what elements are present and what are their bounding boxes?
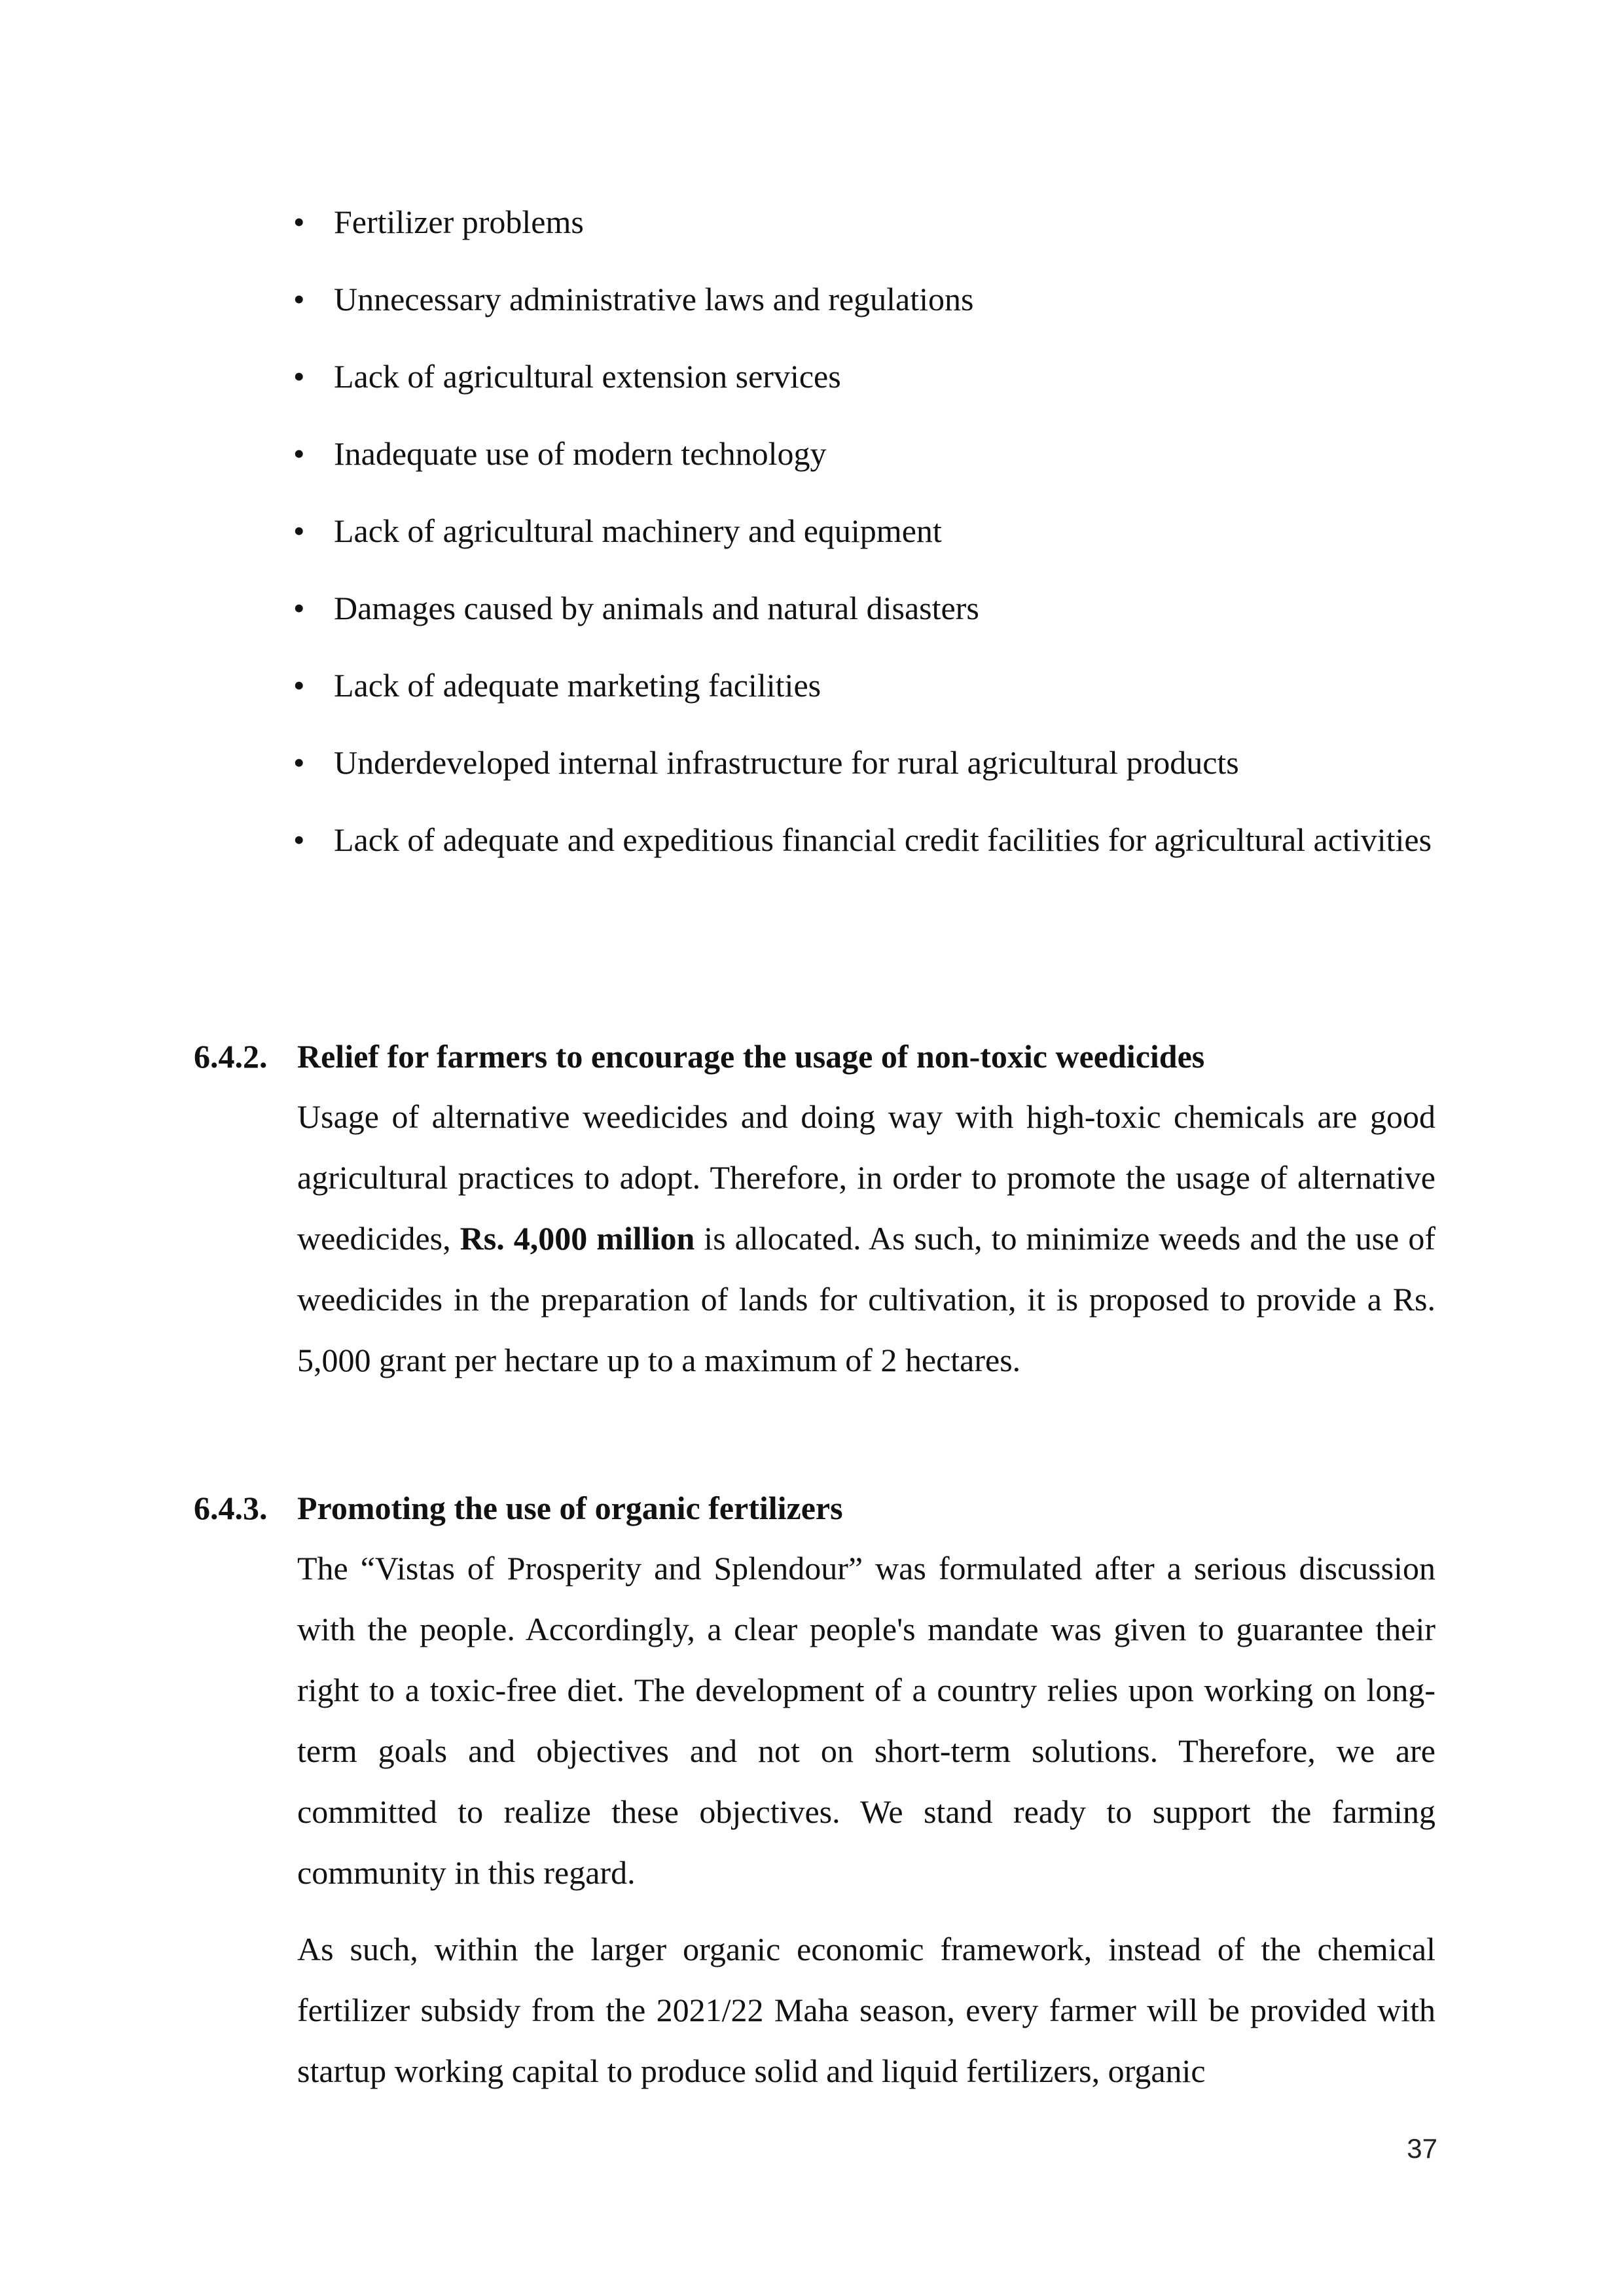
- bullet-icon: •: [293, 204, 305, 240]
- paragraph-text: Usage of alternative weedicides and doing way with high-toxic chemicals are good agricultural practices to adopt. Therefore, in order to promote the usage of alternative weedicides,: [297, 1098, 1435, 1257]
- section-title: Promoting the use of organic fertilizers: [297, 1490, 843, 1526]
- bullet-icon: •: [293, 590, 305, 626]
- section-paragraph: [297, 1086, 1435, 1391]
- bullet-icon: •: [293, 281, 305, 317]
- list-item: [293, 191, 1435, 268]
- section-6-4-2: [194, 1026, 1435, 1391]
- allocation-amount: Rs. 4,000 million: [460, 1220, 695, 1257]
- list-item: [293, 577, 1435, 655]
- section-number: 6.4.3.: [194, 1490, 268, 1526]
- list-item-text: Underdeveloped internal infrastructure for rural agricultural products: [334, 744, 1239, 781]
- list-item: [293, 655, 1435, 732]
- list-item-text: Lack of adequate and expeditious financial credit facilities for agricultural activities: [334, 821, 1432, 858]
- section-heading: [194, 1026, 1435, 1086]
- bullet-icon: •: [293, 821, 305, 858]
- bullet-icon: •: [293, 667, 305, 704]
- section-paragraph: The “Vistas of Prosperity and Splendour” was formulated after a serious discussion with the people. Accordingly, a clear people's mandate was given to guarantee their right to a toxic-free diet. The development of a country relies upon working on long-term goals and objectives and not on short-term solutions. Therefore, we are committed to realize these objectives. We stand ready to support the farming community in this regard.: [297, 1550, 1435, 1891]
- list-item-text: Damages caused by animals and natural disasters: [334, 590, 979, 626]
- list-item: [293, 346, 1435, 423]
- bullet-icon: •: [293, 512, 305, 549]
- section-number: 6.4.2.: [194, 1038, 268, 1075]
- list-item: [293, 732, 1435, 809]
- list-item: [293, 268, 1435, 346]
- list-item-text: Lack of adequate marketing facilities: [334, 667, 821, 704]
- bullet-icon: •: [293, 358, 305, 395]
- section-paragraph: As such, within the larger organic economic framework, instead of the chemical fertilizer subsidy from the 2021/22 Maha season, every farmer will be provided with startup working capital to produce solid and liquid fertilizers, organic: [297, 1931, 1435, 2089]
- list-item: [293, 500, 1435, 577]
- section-6-4-3: [194, 1478, 1435, 2102]
- page-number: 37: [1407, 2133, 1437, 2164]
- list-item-text: Lack of agricultural extension services: [334, 358, 841, 395]
- section-heading: [194, 1478, 1435, 1538]
- list-item: [293, 423, 1435, 500]
- section-title: Relief for farmers to encourage the usage of non-toxic weedicides: [297, 1038, 1205, 1075]
- list-item-text: Unnecessary administrative laws and regulations: [334, 281, 974, 317]
- list-item-text: Inadequate use of modern technology: [334, 435, 827, 472]
- list-item: [293, 809, 1435, 870]
- bullet-list: [293, 191, 1435, 870]
- list-item-text: Fertilizer problems: [334, 204, 584, 240]
- bullet-icon: •: [293, 435, 305, 472]
- paragraph-text: is allocated. As such, to minimize weeds and the use of weedicides in the preparation of lands for cultivation, it is proposed to provide a Rs. 5,000 grant per hectare up to a maximum of 2 hectares.: [297, 1220, 1436, 1378]
- bullet-icon: •: [293, 744, 305, 781]
- list-item-text: Lack of agricultural machinery and equipment: [334, 512, 942, 549]
